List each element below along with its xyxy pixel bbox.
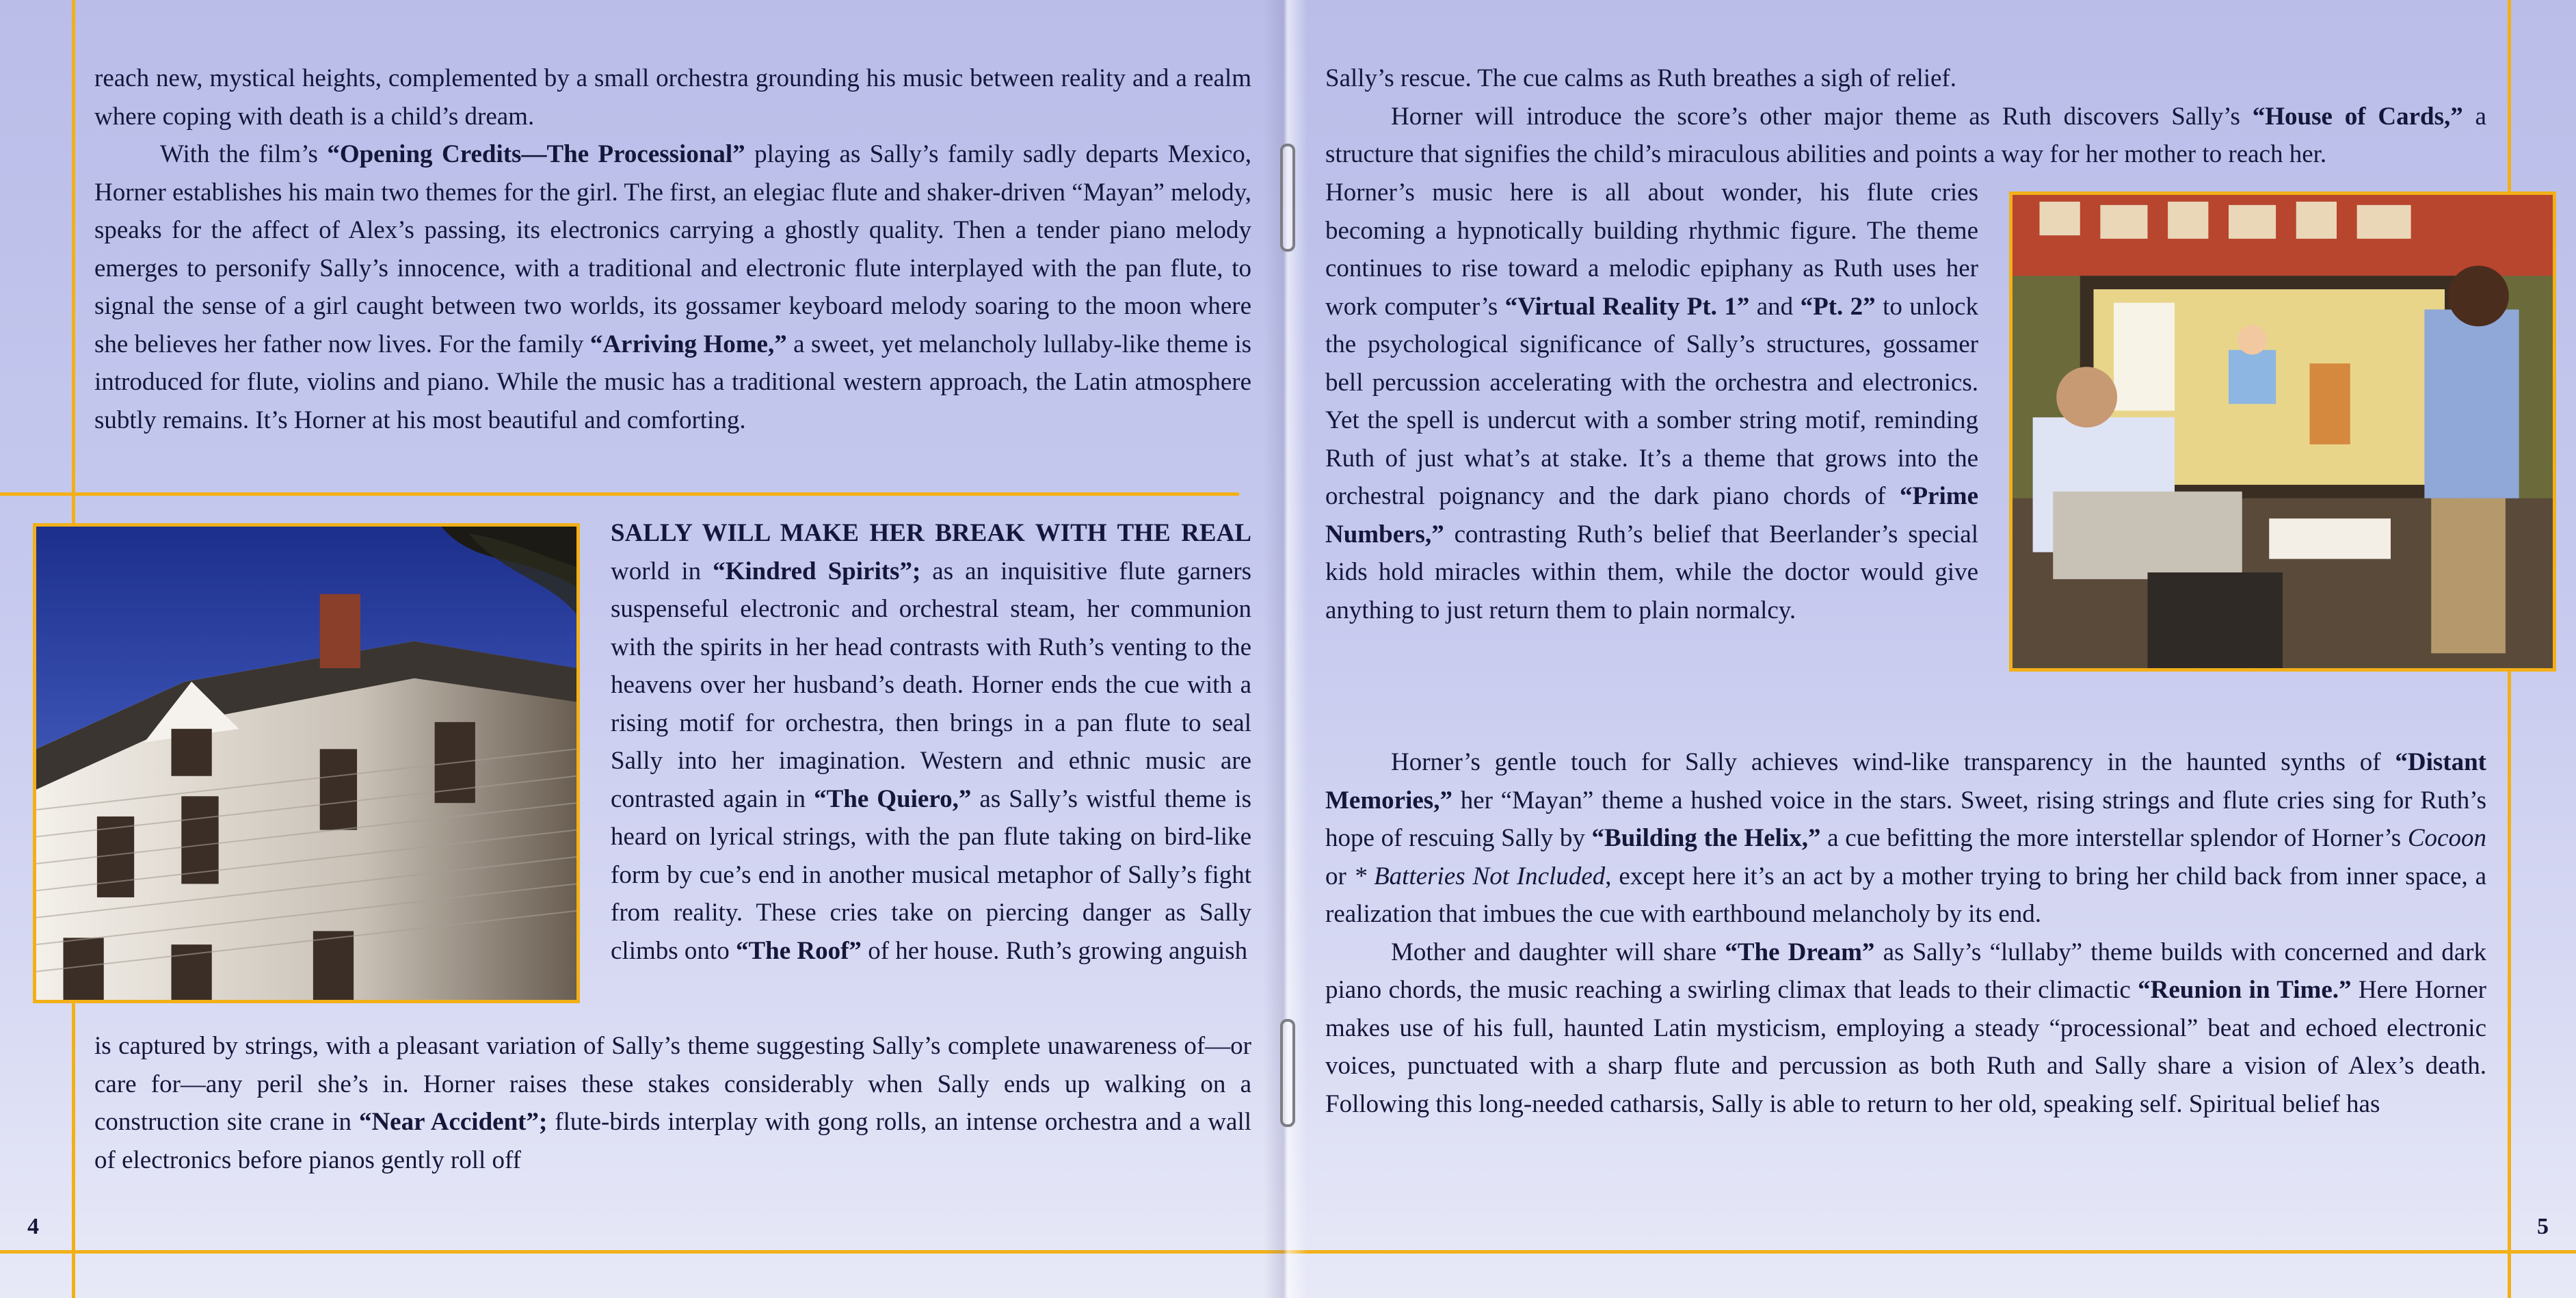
cue-title: “Distant Memories,” (1325, 748, 2486, 814)
text-run: Horner will introduce the score’s other major theme as Ruth discovers Sally’s (1391, 102, 2253, 131)
classroom-photo (2009, 191, 2556, 672)
cue-title: “The Quiero,” (814, 784, 972, 813)
left-bottom-text (94, 1027, 1251, 1179)
text-run: and (1749, 292, 1801, 321)
cue-title: “Kindred Spirits”; (713, 557, 921, 585)
text-run: a cue befitting the more interstellar splendor of Horner’s (1820, 824, 2408, 852)
text-run: world in (611, 557, 713, 585)
text-run: a sweet, yet melancholy lullaby-like theme is introduced for flute, violins and piano. While the music has a traditional western approach, the Latin atmosphere subtly remains. It’s Horner at his most beautiful and comforting. (94, 330, 1251, 434)
cue-title: “House of Cards,” (2252, 102, 2463, 131)
paragraph (1325, 743, 2486, 933)
text-run: contrasting Ruth’s belief that Beerlander’s special kids hold miracles within them, while the doctor would give anything to just return them to plain normalcy. (1325, 520, 1978, 624)
text-run: Here Horner makes use of his full, haunted Latin mysticism, employing a steady “processional” beat and echoed electronic voices, punctuated with a sharp flute and percussion as both Ruth and Sally share a vision of Alex’s death. Following this long-needed catharsis, Sally is able to return to her old, speaking self. Spiritual belief has (1325, 976, 2486, 1118)
text-run: Horner’s gentle touch for Sally achieves wind-like transparency in the haunted synths of (1391, 748, 2395, 776)
cue-title: “Opening Credits—The Processional” (327, 140, 745, 168)
page-number-left: 4 (27, 1214, 39, 1239)
left-side-text (611, 514, 1251, 970)
staple-bottom (1280, 1019, 1295, 1127)
house-photo (33, 523, 580, 1003)
right-bottom-text (1325, 743, 2486, 1123)
left-horizontal-rule (0, 492, 1239, 496)
cue-title: “Pt. 2” (1800, 292, 1876, 321)
text-run: as an inquisitive flute garners suspenseful electronic and orchestral steam, her communion with the spirits in her head contrasts with Ruth’s venting to the heavens over her husband’s death. Horner ends the cue with a rising motif for orchestra, then brings in a pan flute to seal Sally into her imagination. Western and ethnic music are contrasted again in (611, 557, 1251, 813)
cue-title: “Reunion in Time.” (2138, 976, 2352, 1004)
paragraph (94, 59, 1251, 135)
cue-title: “Arriving Home,” (589, 330, 787, 358)
text-run: Mother and daughter will share (1391, 938, 1725, 966)
left-top-text (94, 59, 1251, 439)
text-run: is captured by strings, with a pleasant variation of Sally’s theme suggesting Sally’s complete unawareness of—or care for—any peril she’s in. Horner raises these stakes considerably when Sally ends up walking on a construction site crane in (94, 1032, 1251, 1136)
text-run: a structure that signifies the child’s miraculous abilities and points a way for her mother to reach her. (1325, 102, 2486, 168)
right-page (1286, 0, 2576, 1298)
left-bottom-rule (0, 1250, 1286, 1254)
section-lead: SALLY WILL MAKE HER BREAK WITH THE REAL (611, 519, 1251, 547)
cue-title: “Near Accident”; (358, 1108, 548, 1136)
text-run: as Sally’s wistful theme is heard on lyrical strings, with the pan flute taking on bird-like form by cue’s end in another musical metaphor of Sally’s fight from reality. These cries take on piercing danger as Sally climbs onto (611, 784, 1251, 965)
text-run: playing as Sally’s family sadly departs Mexico, Horner establishes his main two themes for the girl. The first, an elegiac flute and shaker-driven “Mayan” melody, speaks for the affect of Alex’s passing, its electronics carrying a ghostly quality. Then a tender piano melody emerges to personify Sally’s innocence, with a traditional and electronic flute interplayed with the pan flute, to signal the sense of a girl caught between two worlds, its gossamer keyboard melody soaring to the moon where she believes her father now lives. For the family (94, 140, 1252, 358)
text-run: Cocoon (2407, 824, 2486, 852)
cue-title: “Virtual Reality Pt. 1” (1504, 292, 1750, 321)
text-run: reach new, mystical heights, complemented by a small orchestra grounding his music between reality and a realm where coping with death is a child’s dream. (94, 64, 1251, 131)
paragraph (94, 1027, 1251, 1179)
cue-title: “The Dream” (1725, 938, 1875, 966)
right-top-text (1325, 59, 2486, 174)
paragraph (1325, 933, 2486, 1124)
text-run: With the film’s (160, 140, 328, 168)
cue-title: “The Roof” (735, 936, 862, 965)
text-run: or (1325, 862, 1354, 890)
right-side-text (1325, 174, 1978, 629)
paragraph (1325, 98, 2486, 174)
left-page (0, 0, 1286, 1298)
text-run: to unlock the psychological significance of Sally’s structures, gossamer bell percussion accelerating with the orchestra and electronics. Yet the spell is undercut with a somber string motif, reminding Ruth of just what’s at stake. It’s a theme that grows into the orchestral poignancy and the dark piano chords of (1325, 292, 1978, 510)
text-run: Horner’s music here is all about wonder, his flute cries becoming a hypnotically building rhythmic figure. The theme continues to rise toward a melodic epiphany as Ruth uses her work computer’s (1325, 178, 1978, 321)
paragraph (1325, 59, 2486, 98)
text-run: of her house. Ruth’s growing anguish (861, 936, 1248, 965)
paragraph (94, 135, 1251, 439)
text-run: her “Mayan” theme a hushed voice in the stars. Sweet, rising strings and flute cries sing for Ruth’s hope of rescuing Sally by (1325, 786, 2486, 852)
right-bottom-rule (1286, 1250, 2576, 1254)
text-run: , except here it’s an act by a mother trying to bring her child back from inner space, a realization that imbues the cue with earthbound melancholy by its end. (1325, 862, 2486, 928)
cue-title: “Building the Helix,” (1591, 824, 1821, 852)
text-run: flute-birds interplay with gong rolls, an intense orchestra and a wall of electronics before pianos gently roll off (94, 1108, 1252, 1174)
text-run: * Batteries Not Included (1353, 862, 1606, 890)
text-run: as Sally’s “lullaby” theme builds with concerned and dark piano chords, the music reaching a swirling climax that leads to their climactic (1325, 938, 2486, 1004)
staple-top (1280, 144, 1295, 252)
cue-title: “Prime Numbers,” (1325, 482, 1978, 548)
text-run: Sally’s rescue. The cue calms as Ruth breathes a sigh of relief. (1325, 64, 1956, 92)
page-number-right: 5 (2537, 1214, 2549, 1239)
